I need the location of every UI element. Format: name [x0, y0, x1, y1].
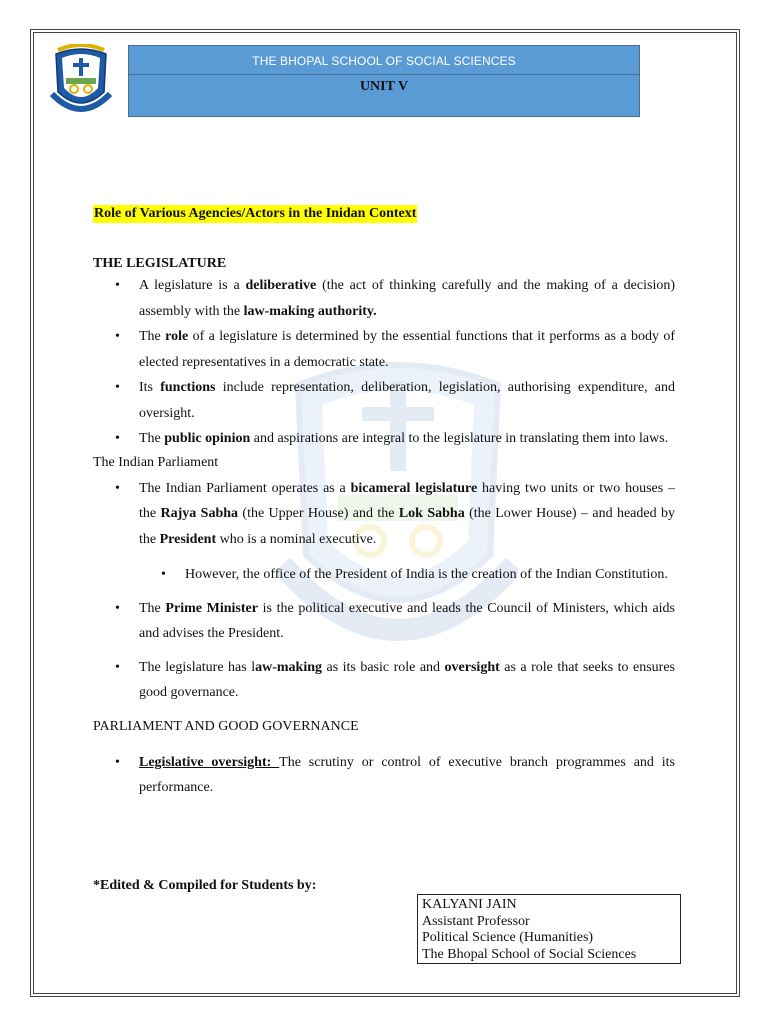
credits-line: *Edited & Compiled for Students by:	[93, 878, 317, 893]
parliament-list	[93, 476, 675, 706]
list-item: • Legislative oversight: The scrutiny or control of executive branch programmes and its performance.	[115, 754, 676, 795]
author-name: KALYANI JAIN	[422, 897, 517, 912]
list-item: • The Prime Minister is the political executive and leads the Council of Ministers, which aids and advises the President.	[115, 600, 675, 641]
parliament-heading: The Indian Parliament	[93, 454, 219, 470]
list-item: • The role of a legislature is determined by the essential functions that it performs as a body of elected representatives in a democratic state.	[115, 329, 676, 370]
list-item: • Its functions include representation, deliberation, legislation, authorising expenditure, and oversight.	[115, 380, 676, 421]
document-body	[93, 205, 675, 801]
list-item: • The public opinion and aspirations are integral to the legislature in translating them into laws.	[115, 431, 669, 446]
legislature-list	[93, 273, 675, 452]
governance-heading: PARLIAMENT AND GOOD GOVERNANCE	[93, 718, 359, 734]
author-org: The Bhopal School of Social Sciences	[422, 946, 637, 962]
governance-list	[93, 750, 675, 801]
unit-title: UNIT V	[359, 79, 409, 94]
list-item: • The legislature has law-making as its basic role and oversight as a role that seeks to ensures good governance.	[115, 659, 675, 700]
school-crest-icon	[50, 44, 112, 118]
legislature-heading: THE LEGISLATURE	[93, 256, 227, 271]
list-item: • A legislature is a deliberative (the act of thinking carefully and the making of a decision) assembly with the law-making authority.	[115, 278, 675, 319]
document-title: Role of Various Agencies/Actors in the Inidan Context	[94, 206, 417, 221]
header-banner	[128, 45, 640, 117]
author-dept: Political Science (Humanities)	[422, 930, 594, 945]
list-item: • The Indian Parliament operates as a bicameral legislature having two units or two houses – the Rajya Sabha (the Upper House) and the Lok Sabha (the Lower House) – and headed by the President who is a nominal executive.	[115, 480, 676, 547]
school-name: THE BHOPAL SCHOOL OF SOCIAL SCIENCES	[252, 54, 516, 68]
list-item-sub: • However, the office of the President of India is the creation of the Indian Constitution.	[161, 567, 668, 582]
author-role: Assistant Professor	[422, 913, 530, 929]
header-divider	[129, 74, 639, 75]
author-box	[417, 894, 681, 964]
